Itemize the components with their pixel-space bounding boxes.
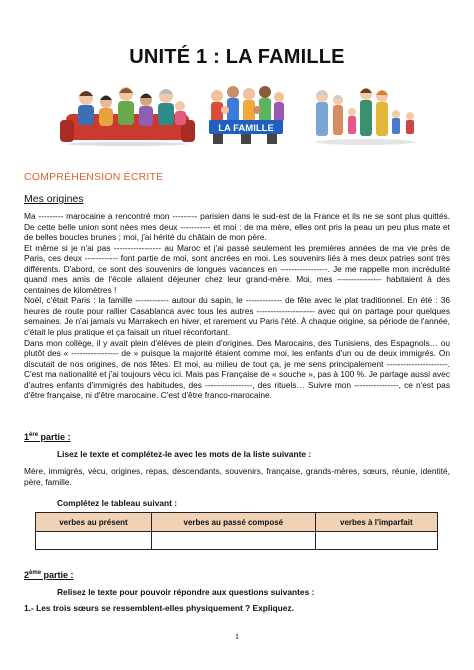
- part-ordinal: ème: [29, 570, 42, 576]
- family-portrait-illustration: [312, 84, 418, 146]
- table-cell: [36, 532, 152, 550]
- part-2-heading: [24, 570, 74, 580]
- table-header-passe-compose: verbes au passé composé: [151, 513, 315, 532]
- instruction: Lisez le texte et complétez-le avec les mots de la liste suivante :: [57, 449, 312, 459]
- part-label: partie :: [41, 570, 74, 580]
- page-number: 1: [234, 631, 240, 641]
- section-title: COMPRÉHENSION ÉCRITE: [24, 171, 164, 183]
- instruction: Complétez le tableau suivant :: [57, 498, 178, 508]
- paragraph: Noël, c'était Paris : la famille ------------ autour du sapin, le ------------- de fête avec le plat traditionnel. En été : 36 heures de route pour rallier Casablanca avec tous les autres --------------------- avec qui on partage pour quelques semaines. Je n'ai jamais vu Marrakech en hiver, et rarement vu Paris l'été. À chaque origine, sa période de l'année, c'était le plus pratique et ça faisait un rituel réconfortant.: [24, 295, 450, 338]
- family-sofa-illustration: [60, 84, 195, 146]
- part-ordinal: ère: [29, 432, 39, 438]
- table-row: [36, 532, 438, 550]
- table-header-present: verbes au présent: [36, 513, 152, 532]
- verb-table: [35, 512, 438, 550]
- question-1: 1.- Les trois sœurs se ressemblent-elles physiquement ? Expliquez.: [24, 603, 294, 613]
- part-number: 2: [24, 570, 30, 580]
- table-cell: [315, 532, 437, 550]
- paragraph: Ma --------- marocaine a rencontré mon --------- parisien dans le sud-est de la France et ils ne se sont plus quittés. De cette belle union sont nées mes deux ----------- et moi : de ma mère, elles ont pris la peau un peu plus mate et de belles boucles brunes ; moi, j'ai hérité du châtain de mon père.: [24, 211, 450, 243]
- subtitle: Mes origines: [24, 193, 84, 205]
- paragraph: Dans mon collège, il y avait plein d'élèves de plein d'origines. Des Marocains, des Tunisiens, des Espagnols… ou plutôt des « ----------------- de » puisque la majorité étaient comme moi, les enfants d'un ou de deux immigrés. On discutait de nos origines, de nos fêtes. Et moi, au milieu de tout ça, je me sens principalement ----------------------. C'est ma nationalité et j'ai toujours vécu ici. Mais pas Française de « souche », pas à 100 %. Je partage aussi avec d'autres enfants d'immigrés des habitudes, des -----------------, des rituels… Suivre mon ----------------, ce n'est pas d'être française, ni d'être marocaine. C'est d'être franco-marocaine.: [24, 337, 450, 401]
- table-cell: [151, 532, 315, 550]
- page-title: UNITÉ 1 : LA FAMILLE: [129, 46, 345, 68]
- paragraph: Et même si je n'ai pas ----------------- au Maroc et j'ai passé seulement les premières années de ma vie près de Paris, ces deux ------------ font partie de moi, sont ancrées en moi. Les souvenirs liés à mes deux patries sont très différents. D'abord, ce sont des souvenirs de longues vacances en -----------------. Je me rappelle mon incrédulité quand mes amis de l'école allaient déjeuner chez leur grand-mère. Moi, mes ---------------- habitaient à des centaines de kilomètres !: [24, 242, 450, 295]
- instruction: Relisez le texte pour pouvoir répondre aux questions suivantes :: [57, 587, 315, 597]
- reading-text: [24, 211, 450, 401]
- part-label: partie :: [38, 432, 71, 442]
- word-list: Mère, immigrés, vécu, origines, repas, descendants, souvenirs, française, grands-mères, sœurs, réunie, identité, père, famille.: [24, 466, 450, 487]
- part-number: 1: [24, 432, 30, 442]
- part-1-heading: [24, 432, 71, 442]
- illustration-banner-text: LA FAMILLE: [218, 123, 274, 134]
- family-group-illustration: [203, 84, 289, 146]
- table-header-imparfait: verbes à l'imparfait: [315, 513, 437, 532]
